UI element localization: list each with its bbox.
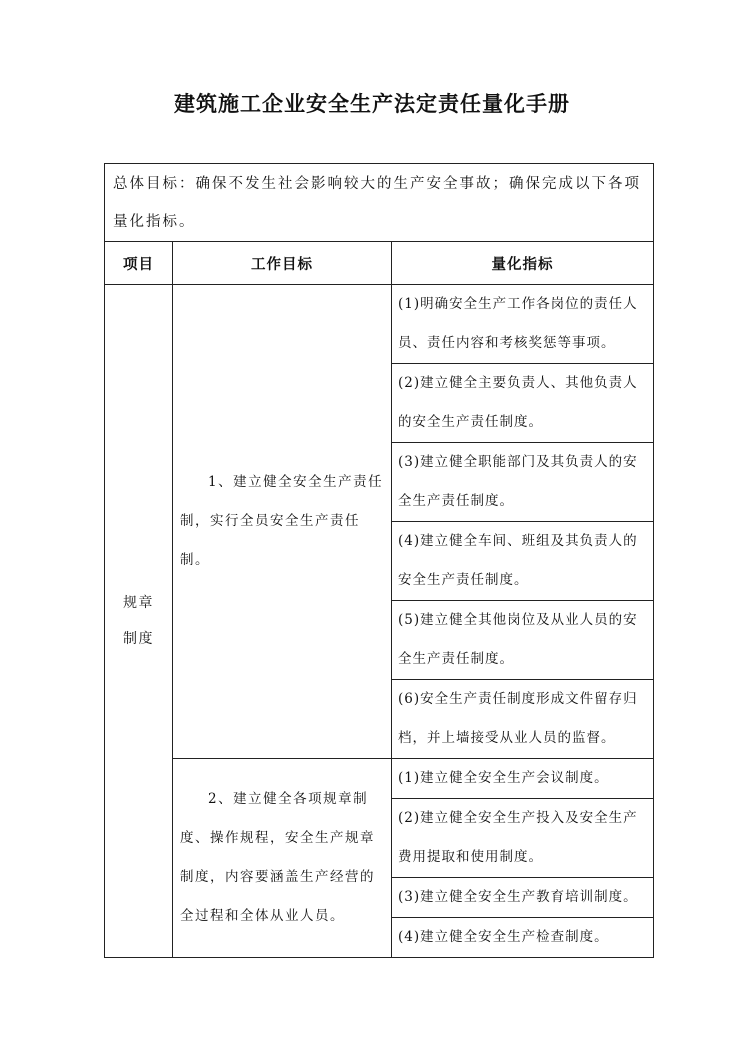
work-goal-1: 1、建立健全安全生产责任制，实行全员安全生产责任制。 xyxy=(173,285,392,759)
work-goal-2: 2、建立健全各项规章制度、操作规程，安全生产规章制度，内容要涵盖生产经营的全过程和全体从业人员。 xyxy=(173,759,392,958)
indicator-1-3: (3)建立健全职能部门及其负责人的安全生产责任制度。 xyxy=(392,443,654,522)
indicator-1-2: (2)建立健全主要负责人、其他负责人的安全生产责任制度。 xyxy=(392,364,654,443)
page-title: 建筑施工企业安全生产法定责任量化手册 xyxy=(174,92,570,116)
header-indicator: 量化指标 xyxy=(392,242,654,285)
header-work-goal: 工作目标 xyxy=(173,242,392,285)
category-line-2: 制度 xyxy=(123,631,154,647)
indicator-1-1: (1)明确安全生产工作各岗位的责任人员、责任内容和考核奖惩等事项。 xyxy=(392,285,654,364)
indicator-2-4: (4)建立健全安全生产检查制度。 xyxy=(392,918,654,958)
indicator-1-4: (4)建立健全车间、班组及其负责人的安全生产责任制度。 xyxy=(392,522,654,601)
indicator-1-6: (6)安全生产责任制度形成文件留存归档，并上墙接受从业人员的监督。 xyxy=(392,680,654,759)
indicator-2-3: (3)建立健全安全生产教育培训制度。 xyxy=(392,878,654,918)
overall-goal: 总体目标：确保不发生社会影响较大的生产安全事故；确保完成以下各项量化指标。 xyxy=(105,164,654,242)
indicator-2-2: (2)建立健全安全生产投入及安全生产费用提取和使用制度。 xyxy=(392,799,654,878)
indicator-1-5: (5)建立健全其他岗位及从业人员的安全生产责任制度。 xyxy=(392,601,654,680)
category-cell xyxy=(105,285,173,958)
responsibility-table xyxy=(104,163,654,958)
category-line-1: 规章 xyxy=(123,595,154,611)
indicator-2-1: (1)建立健全安全生产会议制度。 xyxy=(392,759,654,799)
header-item: 项目 xyxy=(105,242,173,285)
